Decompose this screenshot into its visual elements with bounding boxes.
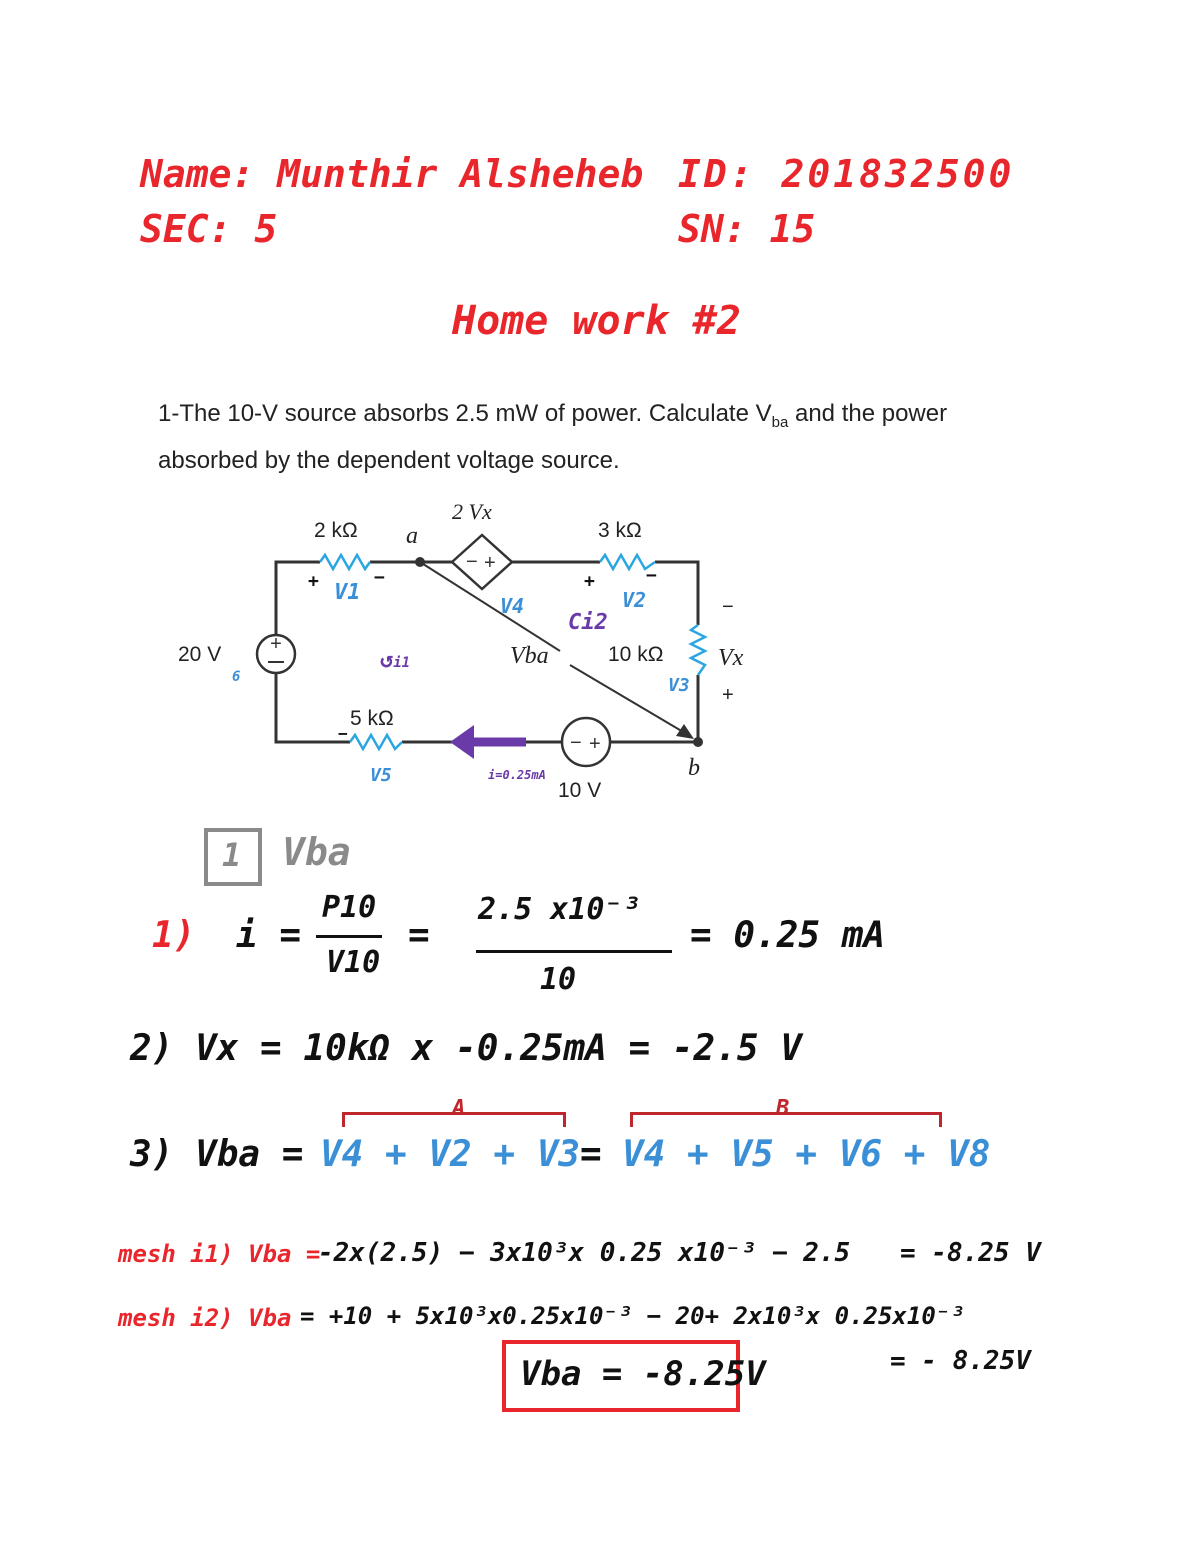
step1-result: = 0.25 mA	[690, 915, 886, 956]
label-v5: V5	[370, 765, 392, 786]
label-r2: 3 kΩ	[598, 519, 642, 542]
label-v1-plus: +	[308, 571, 319, 592]
label-mesh-i2: Ci2	[568, 610, 608, 635]
label-node-b: b	[688, 755, 700, 781]
problem-line1-end: and the power	[788, 400, 948, 427]
problem-statement	[158, 395, 1058, 480]
final-answer-box	[502, 1340, 766, 1412]
svg-text:+: +	[484, 552, 496, 574]
bracket-b-label: B	[776, 1096, 790, 1121]
label-v2: V2	[622, 588, 647, 612]
serial-number-label: SN: 15	[678, 207, 816, 251]
step1-denominator: V10	[326, 945, 381, 980]
source-20v-plus: +	[270, 633, 282, 655]
label-20v: 20 V	[178, 643, 222, 666]
step1-numerator: P10	[322, 890, 377, 925]
current-arrow-head	[450, 725, 474, 759]
label-vx-plus: +	[722, 684, 734, 706]
problem-line2: absorbed by the dependent voltage source.	[158, 446, 620, 474]
step1-label: 1)	[152, 915, 196, 956]
mesh2-expression: = +10 + 5x10³x0.25x10⁻³ − 20+ 2x10³x 0.25x10⁻³	[300, 1302, 965, 1330]
problem-subscript: ba	[771, 413, 789, 431]
svg-text:−: −	[466, 551, 478, 573]
dependent-source-symbol	[452, 535, 512, 589]
label-dep-source: 2 Vx	[452, 499, 492, 524]
boxed-step-label: Vba	[282, 830, 351, 874]
step1-fraction-line	[316, 935, 382, 938]
final-answer: Vba = -8.25V	[520, 1354, 766, 1394]
boxed-step-number: 1	[204, 828, 262, 886]
resistor-2k	[320, 555, 370, 569]
label-v3: V3	[668, 675, 690, 696]
step2-equation: 2) Vx = 10kΩ x -0.25mA = -2.5 V	[130, 1028, 802, 1069]
label-v1-minus: −	[374, 567, 385, 588]
label-mesh-i1: ↺i1	[380, 648, 411, 673]
step3-expression-a: V4 + V2 + V3	[320, 1134, 581, 1175]
step1-fraction-line2	[476, 950, 672, 953]
label-v2-minus: −	[646, 565, 657, 586]
label-node-a: a	[406, 523, 418, 549]
page-title: Home work #2	[452, 298, 741, 344]
label-10v: 10 V	[558, 779, 602, 802]
mesh1-label: mesh i1) Vba =	[118, 1240, 321, 1268]
label-vx-minus: −	[722, 596, 734, 618]
section-label: SEC: 5	[140, 207, 278, 251]
label-v5-minus: −	[338, 724, 348, 743]
label-r4: 5 kΩ	[350, 707, 394, 730]
mesh2-label: mesh i2) Vba	[118, 1304, 292, 1332]
vba-arrow-head	[676, 724, 694, 739]
label-v2-plus: +	[584, 571, 595, 592]
label-r3: 10 kΩ	[608, 643, 664, 666]
node-b-dot	[693, 737, 703, 747]
label-v4: V4	[500, 594, 525, 618]
mesh2-result: = - 8.25V	[890, 1346, 1031, 1376]
step3-label: 3) Vba =	[130, 1134, 304, 1175]
bracket-a-label: A	[452, 1096, 466, 1121]
svg-text:+: +	[589, 733, 601, 755]
label-current-note: i=0.25mA	[488, 768, 546, 782]
step1-i: i =	[236, 915, 302, 956]
problem-line1: 1-The 10-V source absorbs 2.5 mW of power. Calculate V	[158, 400, 772, 427]
step1-numerator2: 2.5 x10⁻³	[478, 892, 641, 927]
label-r1: 2 kΩ	[314, 519, 358, 542]
name-label: Name: Munthir Alsheheb	[140, 152, 644, 196]
resistor-5k	[350, 735, 402, 749]
circuit-diagram	[170, 495, 790, 815]
label-20v-tag: 6	[232, 669, 241, 685]
step3-expression-b: V4 + V5 + V6 + V8	[622, 1134, 991, 1175]
mesh1-result: = -8.25 V	[900, 1238, 1041, 1268]
mesh1-expression: -2x(2.5) − 3x10³x 0.25 x10⁻³ − 2.5	[318, 1238, 851, 1268]
label-v1: V1	[334, 580, 361, 605]
step1-denominator2: 10	[540, 962, 577, 997]
svg-text:−: −	[570, 732, 582, 754]
step3-equals: =	[580, 1134, 602, 1175]
resistor-10k	[691, 625, 705, 675]
id-label: ID: 201832500	[678, 152, 1015, 196]
wire-r2-to-right	[655, 562, 698, 625]
step1-equals: =	[408, 915, 430, 956]
label-vba: Vba	[510, 643, 549, 669]
label-vx: Vx	[718, 645, 744, 671]
